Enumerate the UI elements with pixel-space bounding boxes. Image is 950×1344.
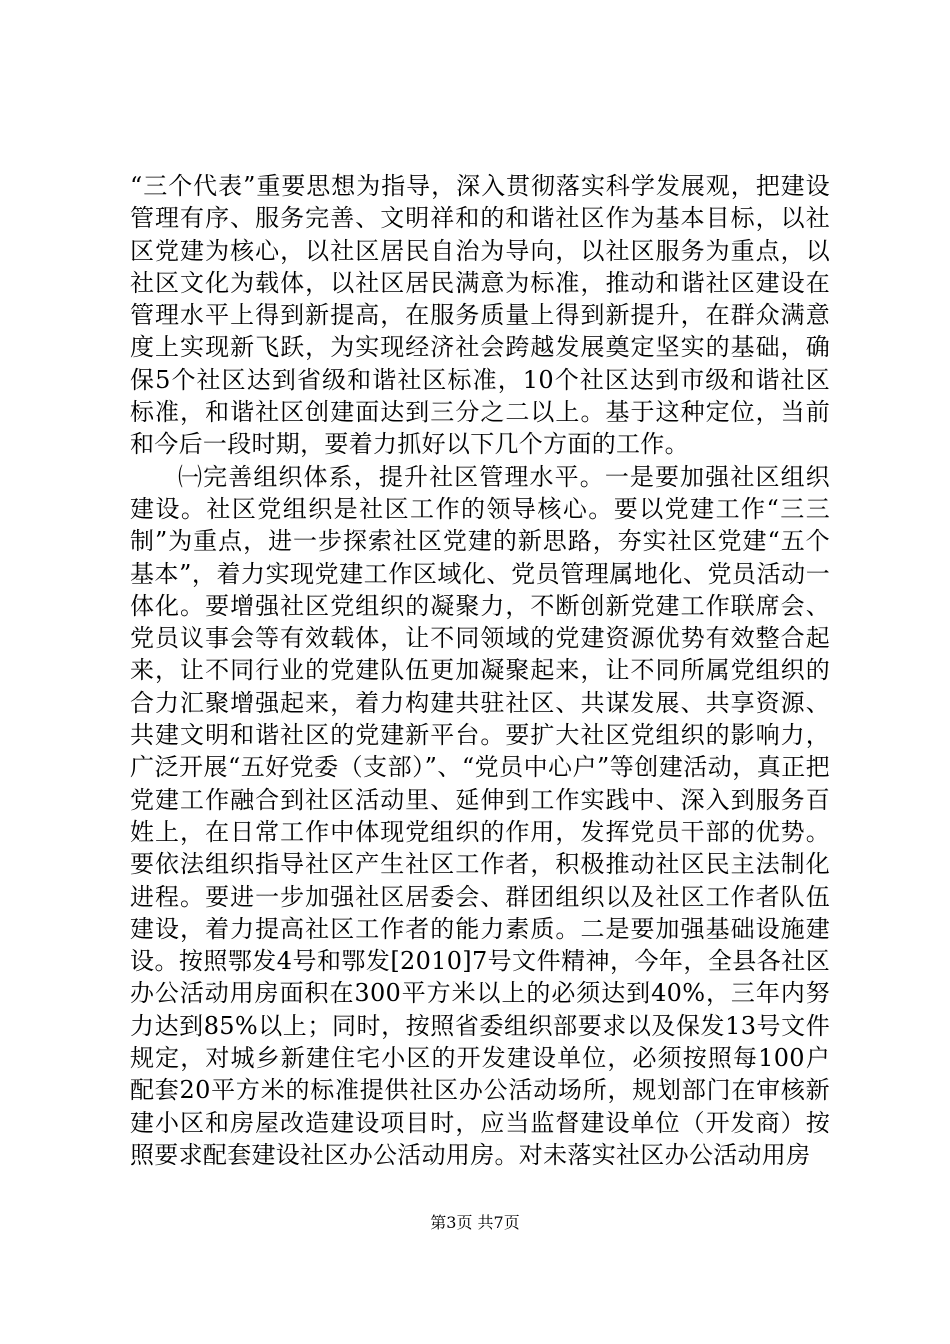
document-body bbox=[130, 170, 830, 1171]
paragraph-intro: “三个代表”重要思想为指导，深入贯彻落实科学发展观，把建设管理有序、服务完善、文明祥和的和谐社区作为基本目标，以社区党建为核心，以社区居民自治为导向，以社区服务为重点，以社区文化为载体，以社区居民满意为标准，推动和谐社区建设在管理水平上得到新提高，在服务质量上得到新提升，在群众满意度上实现新飞跃，为实现经济社会跨越发展奠定坚实的基础，确保5个社区达到省级和谐社区标准，10个社区达到市级和谐社区标准，和谐社区创建面达到三分之二以上。基于这种定位，当前和今后一段时期，要着力抓好以下几个方面的工作。 bbox=[130, 172, 830, 459]
paragraph-organization-system: ㈠完善组织体系，提升社区管理水平。一是要加强社区组织建设。社区党组织是社区工作的领导核心。要以党建工作“三三制”为重点，进一步探索社区党建的新思路，夯实社区党建“五个基本”，着力实现党建工作区域化、党员管理属地化、党员活动一体化。要增强社区党组织的凝聚力，不断创新党建工作联席会、党员议事会等有效载体，让不同领域的党建资源优势有效整合起来，让不同行业的党建队伍更加凝聚起来，让不同所属党组织的合力汇聚增强起来，着力构建共驻社区、共谋发展、共享资源、共建文明和谐社区的党建新平台。要扩大社区党组织的影响力，广泛开展“五好党委（支部）”、“党员中心户”等创建活动，真正把党建工作融合到社区活动里、延伸到工作实践中、深入到服务百姓上，在日常工作中体现党组织的作用，发挥党员干部的优势。要依法组织指导社区产生社区工作者，积极推动社区民主法制化进程。要进一步加强社区居委会、群团组织以及社区工作者队伍建设，着力提高社区工作者的能力素质。二是要加强基础设施建设。按照鄂发4号和鄂发[2010]7号文件精神，今年，全县各社区办公活动用房面积在300平方米以上的必须达到40%，三年内努力达到85%以上；同时，按照省委组织部要求以及保发13号文件规定，对城乡新建住宅小区的开发建设单位，必须按照每100户配套20平方米的标准提供社区办公活动场所，规划部门在审核新建小区和房屋改造建设项目时，应当监督建设单位（开发商）按照要求配套建设社区办公活动用房。对未落实社区办公活动用房 bbox=[130, 462, 830, 1169]
page-footer: 第3页 共7页 bbox=[430, 1213, 520, 1232]
